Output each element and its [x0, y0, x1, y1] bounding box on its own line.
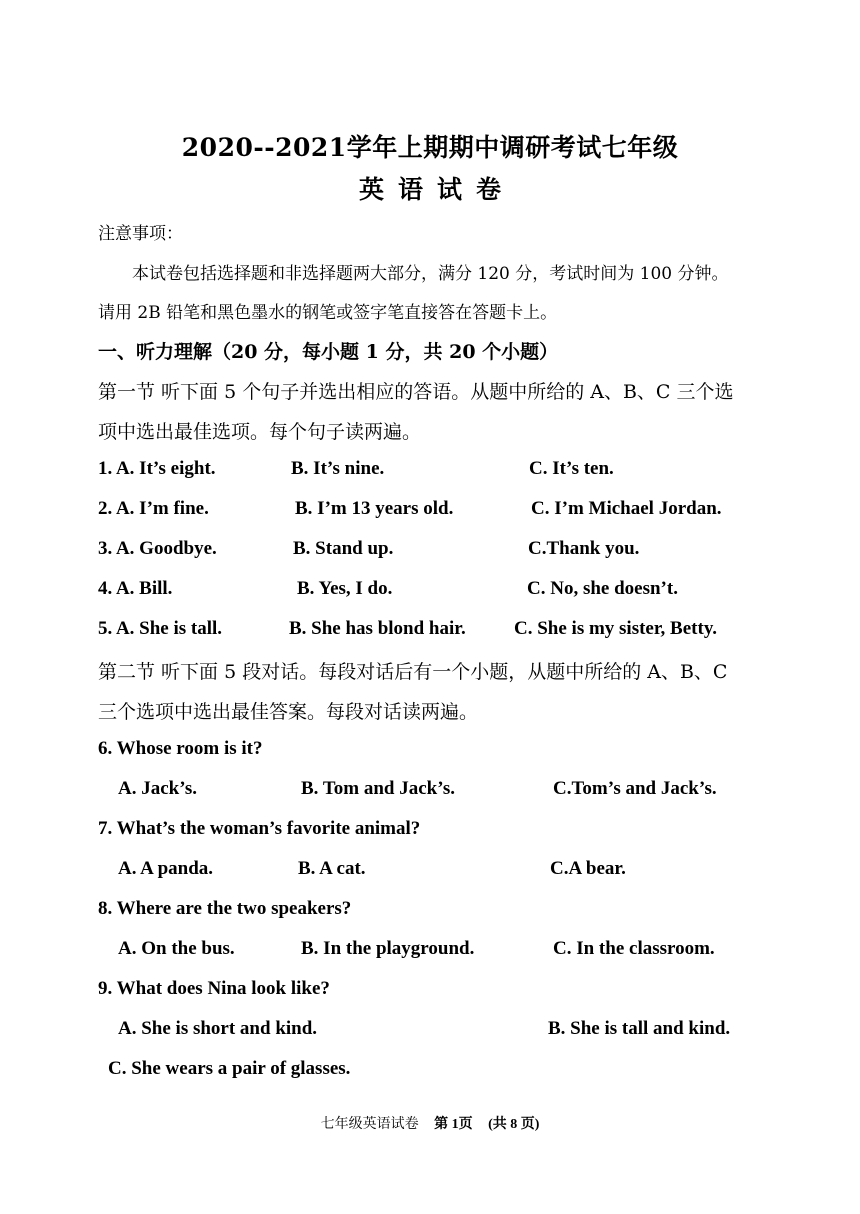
notice-line-2: 请用 2B 铅笔和黑色墨水的钢笔或签字笔直接答在答题卡上。 [98, 303, 558, 323]
exam-title: 2020--2021学年上期期中调研考试七年级 [181, 133, 679, 162]
question-9-option-c: C. She wears a pair of glasses. [108, 1058, 351, 1079]
question-5-option-a: 5. A. She is tall. [98, 618, 223, 639]
question-7-stem: 7. What’s the woman’s favorite animal? [98, 818, 421, 839]
question-2-option-c: C. I’m Michael Jordan. [531, 498, 722, 519]
part1-heading: 一、听力理解（20 分，每小题 1 分，共 20 个小题） [98, 341, 559, 363]
question-1-option-a: 1. A. It’s eight. [98, 458, 216, 479]
question-7-option-a: A. A panda. [118, 858, 214, 879]
question-8-stem: 8. Where are the two speakers? [98, 898, 352, 919]
question-5-option-c: C. She is my sister, Betty. [514, 618, 718, 639]
section2-instructions-line-1: 第二节 听下面 5 段对话。每段对话后有一个小题，从题中所给的 A、B、C [98, 661, 728, 683]
question-9-option-a: A. She is short and kind. [118, 1018, 318, 1039]
question-5-option-b: B. She has blond hair. [289, 618, 466, 639]
question-6-option-b: B. Tom and Jack’s. [301, 778, 455, 799]
question-3-option-b: B. Stand up. [293, 538, 394, 559]
notice-label: 注意事项： [98, 224, 183, 244]
question-7-option-c: C.A bear. [550, 858, 626, 879]
question-3-option-a: 3. A. Goodbye. [98, 538, 217, 559]
question-8-option-a: A. On the bus. [118, 938, 235, 959]
footer-total-pages: (共 8 页) [488, 1117, 540, 1132]
question-4-option-c: C. No, she doesn’t. [527, 578, 678, 599]
question-7-option-b: B. A cat. [298, 858, 366, 879]
section1-instructions-line-1: 第一节 听下面 5 个句子并选出相应的答语。从题中所给的 A、B、C 三个选 [98, 381, 734, 403]
section2-instructions-line-2: 三个选项中选出最佳答案。每段对话读两遍。 [98, 701, 479, 723]
question-9-stem: 9. What does Nina look like? [98, 978, 330, 999]
page-footer [0, 1113, 860, 1133]
question-6-option-a: A. Jack’s. [118, 778, 197, 799]
question-1-option-b: B. It’s nine. [291, 458, 385, 479]
question-4-option-a: 4. A. Bill. [98, 578, 173, 599]
footer-page-number: 第 1页 [434, 1117, 473, 1132]
question-2-option-b: B. I’m 13 years old. [295, 498, 454, 519]
question-8-option-c: C. In the classroom. [553, 938, 715, 959]
question-4-option-b: B. Yes, I do. [297, 578, 393, 599]
question-1-option-c: C. It’s ten. [529, 458, 614, 479]
question-2-option-a: 2. A. I’m fine. [98, 498, 209, 519]
question-6-option-c: C.Tom’s and Jack’s. [553, 778, 717, 799]
question-9-option-b: B. She is tall and kind. [548, 1018, 731, 1039]
question-8-option-b: B. In the playground. [301, 938, 475, 959]
section1-instructions-line-2: 项中选出最佳选项。每个句子读两遍。 [98, 421, 422, 443]
footer-subject: 七年级英语试卷 [320, 1117, 419, 1132]
exam-subtitle: 英语试卷 [358, 175, 515, 204]
notice-line-1: 本试卷包括选择题和非选择题两大部分，满分 120 分，考试时间为 100 分钟。 [132, 264, 729, 284]
question-6-stem: 6. Whose room is it? [98, 738, 263, 759]
question-3-option-c: C.Thank you. [528, 538, 640, 559]
